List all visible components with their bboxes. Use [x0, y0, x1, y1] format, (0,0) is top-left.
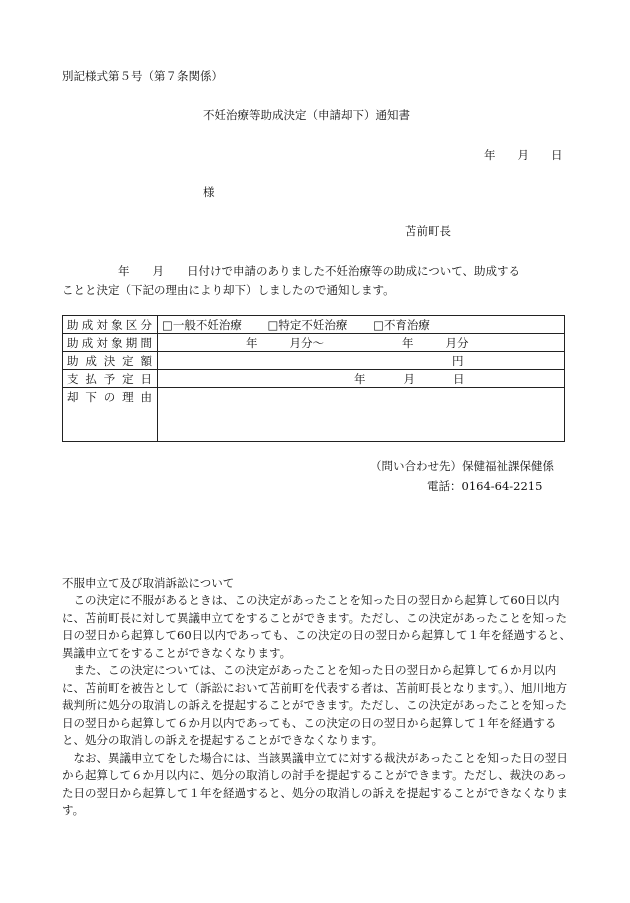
row-label: 支払予定日 [63, 370, 158, 388]
info-table [62, 315, 565, 442]
appeal-body [62, 592, 574, 820]
body-line-1: 年 月 日付けで申請のありました不妊治療等の助成について、助成する [118, 264, 521, 278]
body-paragraph [62, 262, 570, 300]
rejection-reason-field[interactable] [158, 388, 565, 442]
period-year-2: 年 [402, 335, 414, 350]
table-row [63, 370, 565, 388]
issuer: 苫前町長 [405, 224, 451, 238]
checkbox-infertility[interactable]: □ 不育治療 [373, 318, 430, 332]
row-label: 却下の理由 [63, 388, 158, 442]
row-label: 助成決定額 [63, 352, 158, 370]
appeal-paragraph: また、この決定については、この決定があったことを知った日の翌日から起算して６か月以内に、苫前町を被告として（訴訟において苫前町を代表する者は、苫前町長となります。）、旭川地方裁判所に処分の取消しの訴えを提起することができます。ただし、この決定があったことを知った日の翌日から起算して６か月以内であっても、この決定の日の翌日から起算して１年を経過すると、処分の取消しの訴えを提起することができなくなります。 [62, 663, 568, 747]
pay-year: 年 [354, 371, 366, 386]
document-title: 不妊治療等助成決定（申請却下）通知書 [203, 108, 410, 122]
date-line [484, 147, 585, 163]
table-row [63, 352, 565, 370]
table-row [63, 334, 565, 352]
period-year-1: 年 [246, 335, 258, 350]
contact-info: （問い合わせ先）保健福祉課保健係 [370, 459, 554, 473]
period-value [158, 334, 565, 352]
table-row [63, 316, 565, 334]
period-month-1: 月分〜 [289, 335, 324, 350]
date-year: 年 [484, 148, 496, 162]
amount-unit: 円 [452, 353, 464, 368]
amount-value [158, 352, 565, 370]
appeal-paragraph: なお、異議申立てをした場合には、当該異議申立てに対する裁決があったことを知った日の翌日から起算して６か月以内に、処分の取消しの討手を提起することができます。ただし、裁決のあった日の翌日から起算して１年を経過すると、処分の取消しの訴えを提起することができなくなります。 [62, 750, 568, 817]
appeal-paragraph: この決定に不服があるときは、この決定があったことを知った日の翌日から起算して60日以内に、苫前町長に対して異議申立てをすることができます。ただし、この決定があったことを知った日の翌日から起算して60日以内であっても、この決定の日の翌日から起算して１年を経過すると、異議申立てをすることができなくなります。 [62, 593, 572, 660]
form-label: 別記様式第５号（第７条関係） [62, 69, 223, 83]
category-options [158, 316, 565, 334]
pay-month: 月 [403, 371, 415, 386]
date-month: 月 [517, 148, 529, 162]
table-row [63, 388, 565, 442]
body-line-2: ことと決定（下記の理由により却下）しましたので通知します。 [62, 283, 395, 297]
appeal-heading: 不服申立て及び取消訴訟について [62, 576, 235, 590]
checkbox-general[interactable]: □ 一般不妊治療 [162, 318, 242, 332]
row-label: 助成対象区分 [63, 316, 158, 334]
date-day: 日 [551, 148, 563, 162]
phone-number: 電話：0164-64-2215 [427, 479, 543, 493]
payment-date-value [158, 370, 565, 388]
checkbox-specific[interactable]: □ 特定不妊治療 [268, 318, 348, 332]
recipient-suffix: 様 [203, 185, 215, 199]
period-month-2: 月分 [445, 335, 469, 350]
pay-day: 日 [453, 371, 465, 386]
row-label: 助成対象期間 [63, 334, 158, 352]
